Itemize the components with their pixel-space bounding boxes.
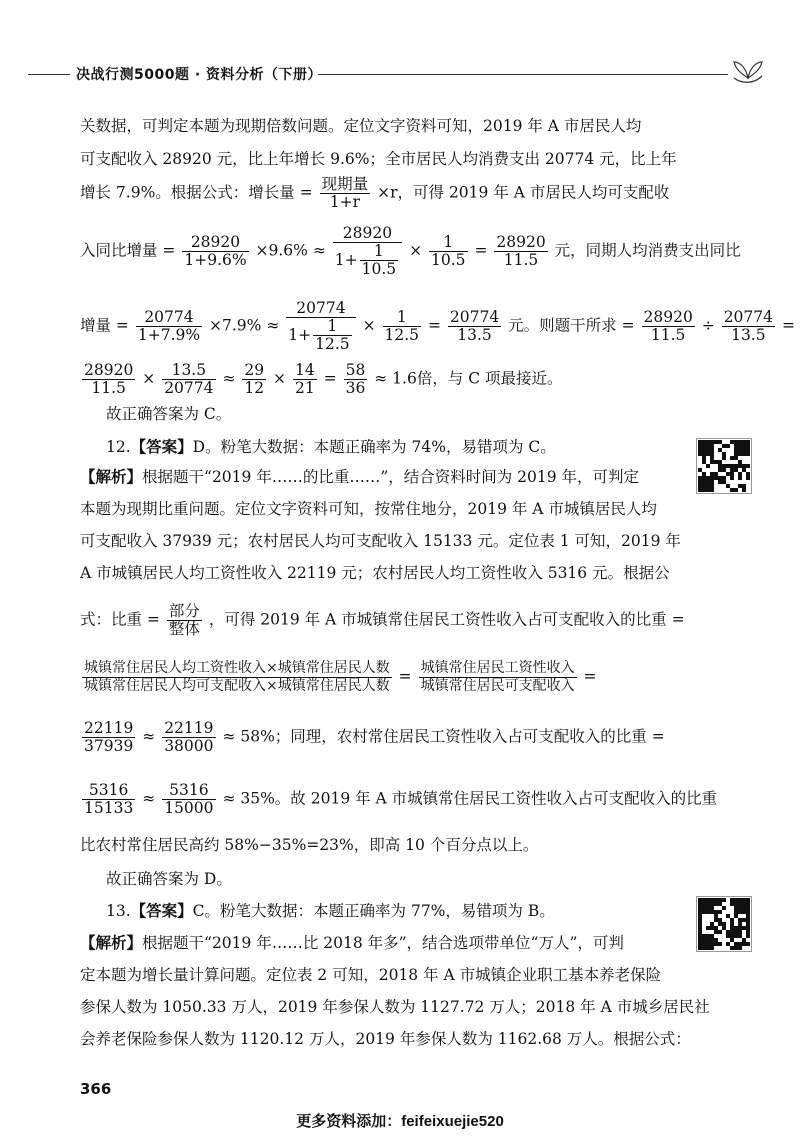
answer-header-12 xyxy=(106,436,696,458)
fraction xyxy=(82,660,392,695)
nested-fraction xyxy=(360,243,399,278)
text-run: 增量 = xyxy=(80,316,129,335)
denominator: 11.5 xyxy=(650,326,686,344)
footer-prefix: 更多资料添加： xyxy=(296,1112,402,1130)
denominator: 12.5 xyxy=(384,326,420,344)
text-line: 参保人数为 1050.33 万人，2019 年参保人数为 1127.72 万人；2018 年 A 市城乡居民社 xyxy=(80,998,710,1016)
analysis-tag: 【解析】 xyxy=(80,933,143,952)
footer-id: feifeixuejie520 xyxy=(401,1113,504,1130)
denominator: 12 xyxy=(244,379,265,397)
text-line: 比农村常住居民高约 58%−35%=23%，即高 10 个百分点以上。 xyxy=(80,836,539,854)
answer-line: 故正确答案为 D。 xyxy=(106,870,232,888)
text-run: ≈ xyxy=(222,369,236,388)
fraction xyxy=(448,309,501,344)
formula-line xyxy=(80,362,670,397)
answer-header-13 xyxy=(106,900,696,922)
answer-text: D。粉笔大数据：本题正确率为 74%，易错项为 C。 xyxy=(192,438,556,456)
numerator: 28920 xyxy=(643,308,693,326)
fraction xyxy=(136,309,202,344)
text-line xyxy=(80,466,670,488)
denominator: 11.5 xyxy=(91,379,126,397)
denominator: 21 xyxy=(294,379,315,397)
fraction xyxy=(162,362,215,397)
text-run: ×7.9% ≈ xyxy=(209,316,280,335)
text-run: × xyxy=(362,316,376,335)
numerator: 20774 xyxy=(136,309,202,327)
denominator: 整体 xyxy=(168,620,200,638)
answer-tag: 【答案】 xyxy=(130,437,193,456)
header-rule-left xyxy=(28,74,70,75)
text-run: 元。则题干所求 = xyxy=(508,316,635,335)
formula-line xyxy=(80,720,670,755)
running-header xyxy=(0,52,800,92)
denominator: 1+9.6% xyxy=(184,251,247,269)
text-run: 增长 7.9%。根据公式：增长量 = xyxy=(80,183,313,202)
denominator: 13.5 xyxy=(457,326,492,344)
numerator: 22119 xyxy=(84,719,134,737)
denominator: 38000 xyxy=(164,737,214,755)
text-run: × xyxy=(409,241,423,260)
numerator: 1 xyxy=(383,309,422,327)
numerator: 城镇常住居民工资性收入 xyxy=(420,660,575,676)
numerator: 1 xyxy=(429,234,468,252)
text-line xyxy=(80,932,670,954)
text-run: ×r，可得 2019 年 A 市居民人均可支配收 xyxy=(377,183,670,202)
analysis-tag: 【解析】 xyxy=(80,467,143,486)
numerator: 28920 xyxy=(84,361,134,379)
sprout-icon xyxy=(728,54,768,90)
answer-line: 故正确答案为 C。 xyxy=(106,405,232,423)
book-title: 决战行测5000题 · 资料分析（下册） xyxy=(76,67,323,83)
formula-line xyxy=(80,781,718,817)
formula-line xyxy=(80,660,670,695)
fraction xyxy=(494,234,547,269)
numerator: 14 xyxy=(294,361,315,379)
fraction xyxy=(82,782,135,817)
formula-line xyxy=(80,299,795,353)
fraction xyxy=(722,309,775,344)
fraction xyxy=(293,362,317,397)
text-run: ×9.6% ≈ xyxy=(255,241,326,260)
numerator: 28920 xyxy=(182,234,248,252)
denominator: 12.5 xyxy=(315,335,350,353)
text-run: × xyxy=(142,369,156,388)
denominator xyxy=(286,318,355,353)
formula-line xyxy=(80,224,741,278)
fraction xyxy=(383,309,422,344)
numerator: 29 xyxy=(244,361,265,379)
fraction xyxy=(286,300,355,353)
question-number: 12. xyxy=(106,438,131,456)
page-number: 366 xyxy=(80,1080,112,1098)
denominator xyxy=(333,243,402,278)
numerator: 20774 xyxy=(723,308,773,326)
text-line: 可支配收入 37939 元；农村居民人均可支配收入 15133 元。定位表 1 可知，2019 年 xyxy=(80,532,681,550)
text-run: ÷ xyxy=(701,316,715,335)
answer-tag: 【答案】 xyxy=(130,901,193,920)
numerator: 1 xyxy=(313,318,352,336)
text-run: ≈ xyxy=(142,789,156,808)
text-line: 定本题为增长量计算问题。定位表 2 可知，2018 年 A 市城镇企业职工基本养老保险 xyxy=(80,966,662,984)
text-run: 1+ xyxy=(334,251,358,269)
numerator: 20774 xyxy=(449,308,500,326)
footer-note xyxy=(0,1110,800,1131)
text-run: 元，同期人均消费支出同比 xyxy=(554,241,741,260)
text-run: = xyxy=(781,316,795,335)
formula-line xyxy=(80,176,670,211)
denominator: 15000 xyxy=(164,799,214,817)
numerator: 20774 xyxy=(286,300,355,318)
numerator: 13.5 xyxy=(162,362,215,380)
denominator: 36 xyxy=(345,379,366,397)
text-run: ≈ xyxy=(142,727,156,746)
numerator: 28920 xyxy=(333,225,402,243)
answer-text: C。粉笔大数据：本题正确率为 77%，易错项为 B。 xyxy=(192,902,555,920)
denominator: 城镇常住居民人均可支配收入×城镇常住居民人数 xyxy=(84,678,390,694)
qr-code-icon[interactable] xyxy=(696,896,752,952)
fraction xyxy=(344,362,368,397)
text-run: = xyxy=(398,667,412,686)
text-run: 入同比增量 = xyxy=(80,241,176,260)
numerator: 28920 xyxy=(496,233,546,251)
text-run: 根据题干“2019 年……的比重……”，结合资料时间为 2019 年，可判定 xyxy=(142,468,640,486)
fraction xyxy=(320,176,371,211)
text-line: 可支配收入 28920 元，比上年增长 9.6%；全市居民人均消费支出 20774 元，比上年 xyxy=(80,150,677,168)
denominator: 10.5 xyxy=(431,251,466,269)
fraction xyxy=(167,603,202,638)
fraction xyxy=(182,234,248,269)
fraction xyxy=(642,309,695,344)
text-run: ，可得 2019 年 A 市城镇常住居民工资性收入占可支配收入的比重 = xyxy=(208,610,685,629)
nested-fraction xyxy=(313,318,352,353)
denominator: 1+r xyxy=(329,193,361,211)
formula-line xyxy=(80,602,685,638)
text-run: = xyxy=(474,241,488,260)
text-run: ≈ 58%；同理，农村常住居民工资性收入占可支配收入的比重 = xyxy=(222,727,665,746)
numerator: 城镇常住居民人均工资性收入×城镇常住居民人数 xyxy=(84,660,390,676)
denominator: 10.5 xyxy=(361,260,397,278)
header-rule-right xyxy=(318,74,728,75)
text-run: 1+ xyxy=(288,326,312,344)
text-run: = xyxy=(583,667,597,686)
text-line: 本题为现期比重问题。定位文字资料可知，按常住地分，2019 年 A 市城镇居民人均 xyxy=(80,500,657,518)
fraction xyxy=(429,234,468,269)
text-run: = xyxy=(427,316,441,335)
text-line: 关数据，可判定本题为现期倍数问题。定位文字资料可知，2019 年 A 市居民人均 xyxy=(80,117,642,135)
numerator: 22119 xyxy=(164,719,214,737)
denominator: 11.5 xyxy=(503,251,539,269)
numerator: 现期量 xyxy=(321,175,369,193)
fraction xyxy=(82,362,135,397)
denominator: 13.5 xyxy=(731,326,766,344)
text-run: ≈ 35%。故 2019 年 A 市城镇常住居民工资性收入占可支配收入的比重 xyxy=(222,789,718,808)
denominator: 1+7.9% xyxy=(137,326,201,344)
fraction xyxy=(419,660,577,695)
text-line: 会养老保险参保人数为 1120.12 万人，2019 年参保人数为 1162.68 万人。根据公式： xyxy=(80,1030,691,1048)
numerator: 部分 xyxy=(168,602,200,620)
denominator: 15133 xyxy=(84,799,134,817)
fraction xyxy=(333,225,402,278)
numerator: 5316 xyxy=(162,782,215,800)
qr-code-icon[interactable] xyxy=(696,438,752,494)
denominator: 37939 xyxy=(84,737,134,755)
text-run: 式：比重 = xyxy=(80,610,160,629)
text-run: × xyxy=(273,369,287,388)
fraction xyxy=(82,720,135,755)
text-run: ≈ 1.6倍，与 C 项最接近。 xyxy=(374,369,563,388)
fraction xyxy=(162,782,215,817)
numerator: 5316 xyxy=(82,782,135,800)
text-run: 根据题干“2019 年……比 2018 年多”，结合选项带单位“万人”，可判 xyxy=(142,934,624,952)
denominator: 20774 xyxy=(164,379,214,397)
numerator: 58 xyxy=(345,361,366,379)
question-number: 13. xyxy=(106,902,131,920)
text-line: A 市城镇居民人均工资性收入 22119 元；农村居民人均工资性收入 5316 元。根据公 xyxy=(80,564,670,582)
fraction xyxy=(242,362,266,397)
denominator: 城镇常住居民可支配收入 xyxy=(420,678,575,694)
numerator: 1 xyxy=(360,243,399,261)
text-run: = xyxy=(323,369,337,388)
fraction xyxy=(162,720,215,755)
